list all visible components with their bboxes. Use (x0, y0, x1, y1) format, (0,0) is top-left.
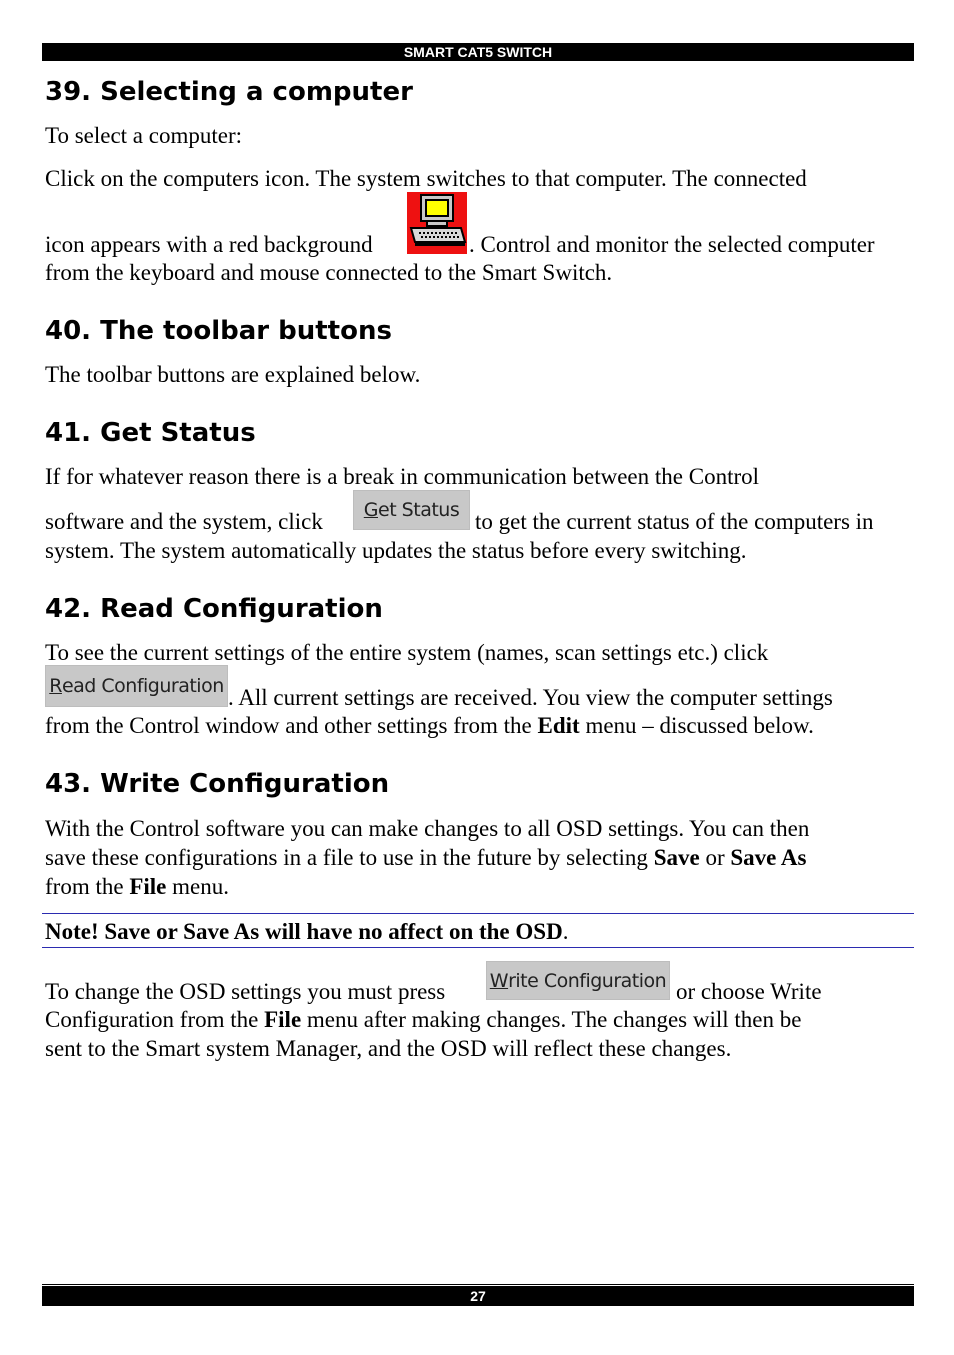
text-39-3b: . Control and monitor the selected computer (469, 232, 875, 257)
text-43-3: from the File menu. (45, 874, 229, 899)
note-top-rule (42, 913, 914, 914)
text-39-3: icon appears with a red background (45, 232, 373, 257)
get-status-button-label: et Status (378, 499, 460, 521)
text-39-1: To select a computer: (45, 123, 243, 148)
note-bottom-rule (42, 947, 914, 948)
text-43-4a: To change the OSD settings you must press (45, 979, 446, 1004)
text-41-1: If for whatever reason there is a break in communication between the Control (45, 464, 760, 489)
footer-bar (42, 1286, 914, 1306)
read-configuration-button-label: ead Configuration (61, 675, 224, 697)
heading-40: 40. The toolbar buttons (45, 316, 392, 346)
text-41-3: system. The system automatically updates the status before every switching. (45, 538, 747, 563)
heading-39: 39. Selecting a computer (45, 77, 413, 107)
heading-42: 42. Read Configuration (45, 594, 383, 624)
text-41-2b: to get the current status of the computers in (475, 509, 874, 534)
get-status-button[interactable] (353, 490, 470, 530)
header-bar (42, 43, 914, 61)
write-configuration-button-label: rite Configuration (508, 969, 667, 992)
note-text: Note! Save or Save As will have no affect on the OSD. (45, 919, 569, 944)
text-42-1: To see the current settings of the entire system (names, scan settings etc.) click (45, 640, 769, 665)
read-configuration-button[interactable] (45, 665, 228, 707)
text-42-2: . All current settings are received. You view the computer settings (228, 685, 833, 710)
text-43-4b: or choose Write (676, 979, 822, 1004)
read-configuration-button-mnemonic: R (49, 675, 62, 697)
text-43-5: Configuration from the File menu after making changes. The changes will then be (45, 1007, 802, 1032)
page-number: 27 (470, 1288, 486, 1304)
heading-41: 41. Get Status (45, 418, 256, 448)
edit-menu-name: Edit (537, 713, 580, 738)
text-43-1: With the Control software you can make changes to all OSD settings. You can then (45, 816, 810, 841)
computer-icon (407, 192, 467, 254)
text-43-2: save these configurations in a file to use in the future by selecting Save or Save As (45, 845, 807, 870)
text-43-6: sent to the Smart system Manager, and the OSD will reflect these changes. (45, 1036, 732, 1061)
footer-rule (42, 1284, 914, 1285)
write-configuration-button-mnemonic: W (489, 969, 509, 992)
header-title: SMART CAT5 SWITCH (403, 44, 553, 60)
text-42-3: from the Control window and other settings from the Edit menu – discussed below. (45, 713, 814, 738)
text-39-2: Click on the computers icon. The system switches to that computer. The connected (45, 166, 807, 191)
get-status-button-mnemonic: G (363, 499, 378, 521)
text-41-2a: software and the system, click (45, 509, 323, 534)
text-39-4: from the keyboard and mouse connected to the Smart Switch. (45, 260, 613, 285)
text-40-1: The toolbar buttons are explained below. (45, 362, 421, 387)
write-configuration-button[interactable] (486, 961, 670, 1000)
heading-43: 43. Write Configuration (45, 769, 390, 799)
